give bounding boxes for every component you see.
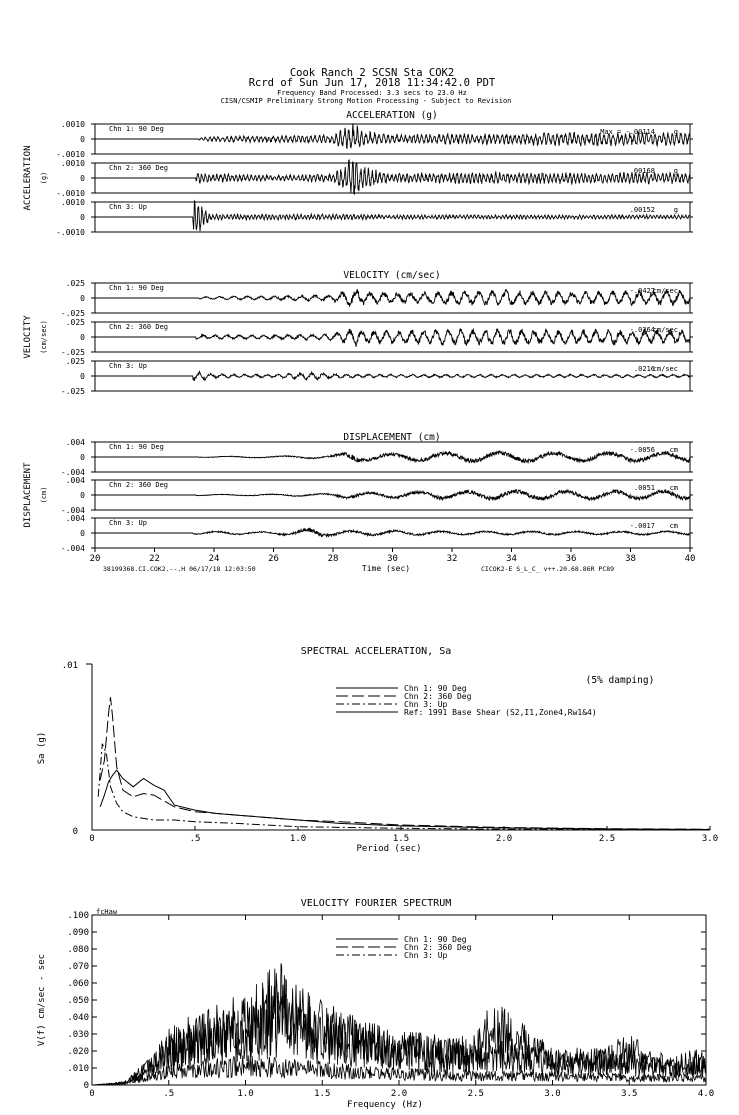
fs-y-tick-label: 0	[83, 1081, 89, 1091]
sa-x-tick-label: 0	[89, 834, 95, 844]
y-tick-label: .025	[65, 357, 85, 366]
channel-peak: .0051	[633, 484, 655, 492]
sa-x-tick-label: 1.0	[289, 834, 307, 844]
sa-curve-chn1	[100, 770, 710, 829]
channel-peak: -.0364	[629, 326, 655, 334]
y-tick-label: -.004	[60, 506, 85, 515]
channel-unit: cm/sec	[652, 287, 678, 295]
y-tick-label: .004	[65, 514, 85, 523]
x-tick-label: 32	[446, 554, 458, 564]
y-tick-label: 0	[80, 372, 85, 381]
channel-name: Chn 2: 360 Deg	[109, 481, 169, 489]
spectral-acceleration-chart	[37, 646, 718, 854]
fs-y-tick-label: .030	[67, 1030, 89, 1040]
y-tick-label: -.025	[60, 348, 85, 357]
channel-unit: cm	[669, 522, 678, 530]
fs-x-tick-label: 4.0	[697, 1089, 715, 1099]
x-tick-label: 40	[684, 554, 696, 564]
channel-unit: g	[673, 206, 678, 214]
velocity-fourier-spectrum-chart	[37, 898, 714, 1110]
fs-legend-label-3: Chn 3: Up	[404, 951, 448, 960]
y-tick-label: .0010	[60, 120, 85, 129]
channel-peak: -.0017	[629, 522, 655, 530]
channel-peak: .00168	[629, 167, 655, 175]
channel-name: Chn 2: 360 Deg	[109, 323, 169, 331]
vel-channel-1	[61, 279, 693, 318]
trace-dis-chn3	[95, 528, 690, 537]
channel-unit: g	[673, 128, 678, 136]
fs-y-tick-label: .010	[67, 1064, 89, 1074]
vel-panel-group	[23, 270, 693, 396]
vel-channel-2	[61, 318, 693, 357]
channel-name: Chn 1: 90 Deg	[109, 443, 164, 451]
fs-legend-label-2: Chn 2: 360 Deg	[404, 943, 472, 952]
dis-panel-group	[23, 432, 693, 553]
y-tick-label: -.004	[60, 468, 85, 477]
vel-title: VELOCITY (cm/sec)	[343, 270, 441, 281]
fs-legend-label-1: Chn 1: 90 Deg	[404, 935, 467, 944]
sa-y-label: Sa (g)	[37, 731, 47, 765]
y-tick-label: -.0010	[56, 228, 85, 237]
y-tick-label: -.0010	[56, 189, 85, 198]
sa-curve-chn3	[98, 744, 710, 830]
header-processing: CISN/CSMIP Preliminary Strong Motion Processing - Subject to Revision	[220, 97, 512, 105]
y-tick-label: -.0010	[56, 150, 85, 159]
fs-title: VELOCITY FOURIER SPECTRUM	[300, 898, 452, 909]
channel-name: Chn 3: Up	[109, 203, 147, 211]
sa-legend-label-1: Chn 1: 90 Deg	[404, 684, 467, 693]
channel-peak: Max = -.00114	[600, 128, 655, 136]
fs-y-tick-label: .020	[67, 1047, 89, 1057]
fs-x-tick-label: .5	[163, 1089, 175, 1099]
y-tick-label: .0010	[60, 159, 85, 168]
y-tick-label: -.004	[60, 544, 85, 553]
dis-channel-1	[61, 438, 693, 477]
x-tick-label: 28	[327, 554, 339, 564]
dis-unit-label: (cm)	[40, 486, 48, 504]
y-tick-label: 0	[80, 333, 85, 342]
vel-unit-label: (cm/sec)	[40, 320, 48, 354]
trace-vel-chn3	[95, 372, 690, 381]
sa-x-tick-label: 3.0	[701, 834, 719, 844]
channel-unit: cm/sec	[652, 326, 678, 334]
fs-y-tick-label: .040	[67, 1013, 89, 1023]
dis-side-label: DISPLACEMENT	[23, 462, 33, 528]
channel-peak: .00152	[629, 206, 655, 214]
channel-unit: cm/sec	[652, 365, 678, 373]
sa-x-tick-label: 2.5	[598, 834, 616, 844]
x-tick-label: 30	[387, 554, 398, 564]
sa-x-tick-label: 1.5	[392, 834, 410, 844]
fs-corner-label: fcHaw	[96, 908, 118, 916]
sa-y-tick-label: .01	[61, 661, 78, 671]
fs-y-tick-label: .100	[67, 911, 89, 921]
y-tick-label: 0	[80, 529, 85, 538]
fs-y-tick-label: .090	[67, 928, 89, 938]
y-tick-label: .004	[65, 438, 85, 447]
sa-x-tick-label: .5	[189, 834, 201, 844]
sa-axes	[92, 664, 710, 830]
fs-x-label: Frequency (Hz)	[347, 1100, 423, 1110]
dis-channel-3	[61, 514, 693, 553]
x-tick-label: 34	[506, 554, 517, 564]
fs-x-tick-label: 0	[89, 1089, 95, 1099]
header-station: Cook Ranch 2 SCSN Sta COK2	[289, 67, 455, 79]
y-tick-label: .025	[65, 318, 85, 327]
fs-x-tick-label: 3.0	[544, 1089, 561, 1099]
time-history-panels	[23, 110, 695, 573]
x-tick-label: 24	[208, 554, 220, 564]
y-tick-label: .004	[65, 476, 85, 485]
x-tick-label: 38	[625, 554, 636, 564]
fs-x-tick-label: 1.5	[314, 1089, 331, 1099]
fs-x-tick-label: 1.0	[237, 1089, 254, 1099]
x-tick-label: 36	[565, 554, 577, 564]
acc-channel-3	[56, 198, 693, 237]
y-tick-label: -.025	[60, 309, 85, 318]
channel-unit: cm	[669, 484, 678, 492]
sa-legend-label-3: Chn 3: Up	[404, 700, 448, 709]
header-band: Frequency Band Processed: 3.3 secs to 23.0 Hz	[277, 89, 467, 97]
y-tick-label: 0	[80, 174, 85, 183]
acc-channel-1	[56, 120, 693, 159]
footer-processing-id: CICOK2-E S_L_C_ v++.20.68.86R PC89	[481, 565, 615, 573]
channel-unit: g	[673, 167, 678, 175]
fs-y-tick-label: .050	[67, 996, 89, 1006]
trace-vel-chn2	[95, 329, 690, 347]
y-tick-label: 0	[80, 491, 85, 500]
sa-y-tick-label: 0	[72, 827, 78, 837]
vel-channel-3	[61, 357, 693, 396]
channel-name: Chn 3: Up	[109, 519, 147, 527]
fs-y-tick-label: .070	[67, 962, 89, 972]
y-tick-label: .0010	[60, 198, 85, 207]
fs-x-tick-label: 2.5	[467, 1089, 484, 1099]
dis-channel-2	[61, 476, 693, 515]
y-tick-label: .025	[65, 279, 85, 288]
fs-y-tick-label: .080	[67, 945, 89, 955]
sa-legend-label-4: Ref: 1991 Base Shear (S2,I1,Zone4,Rw1&4)	[404, 708, 597, 717]
channel-peak: -.0056	[629, 446, 655, 454]
y-tick-label: -.025	[60, 387, 85, 396]
acc-unit-label: (g)	[40, 171, 48, 185]
footer-record-id: 38199368.CI.COK2.--.H 06/17/18 12:03:50	[103, 565, 256, 573]
channel-peak: .0216	[633, 365, 655, 373]
channel-name: Chn 3: Up	[109, 362, 147, 370]
channel-name: Chn 1: 90 Deg	[109, 284, 164, 292]
header-record: Rcrd of Sun Jun 17, 2018 11:34:42.0 PDT	[248, 77, 496, 89]
trace-vel-chn1	[95, 289, 690, 307]
fs-y-tick-label: .060	[67, 979, 89, 989]
sa-title: SPECTRAL ACCELERATION, Sa	[300, 646, 452, 657]
acc-panel-group	[23, 110, 693, 237]
fs-x-tick-label: 3.5	[621, 1089, 638, 1099]
sa-x-tick-label: 2.0	[495, 834, 513, 844]
y-tick-label: 0	[80, 213, 85, 222]
y-tick-label: 0	[80, 453, 85, 462]
trace-dis-chn1	[95, 451, 690, 463]
channel-name: Chn 1: 90 Deg	[109, 125, 164, 133]
acc-title: ACCELERATION (g)	[346, 110, 438, 121]
vel-side-label: VELOCITY	[23, 315, 33, 359]
fs-x-tick-label: 2.0	[390, 1089, 408, 1099]
report-header	[221, 67, 512, 105]
trace-dis-chn2	[95, 490, 690, 501]
channel-name: Chn 2: 360 Deg	[109, 164, 169, 172]
x-tick-label: 26	[268, 554, 279, 564]
channel-peak: -.0427	[629, 287, 655, 295]
sa-legend-label-2: Chn 2: 360 Deg	[404, 692, 472, 701]
acc-side-label: ACCELERATION	[23, 145, 33, 211]
sa-damping-note: (5% damping)	[585, 675, 655, 686]
dis-title: DISPLACEMENT (cm)	[343, 432, 441, 443]
trace-acc-chn2	[95, 160, 690, 194]
trace-acc-chn3	[95, 201, 690, 231]
time-axis-label: Time (sec)	[361, 564, 411, 573]
y-tick-label: 0	[80, 294, 85, 303]
fs-y-label: V(f) cm/sec - sec	[37, 953, 47, 1047]
acc-channel-2	[56, 159, 693, 198]
sa-x-label: Period (sec)	[356, 844, 422, 854]
channel-unit: cm	[669, 446, 678, 454]
time-axis	[90, 548, 696, 573]
x-tick-label: 20	[89, 554, 101, 564]
x-tick-label: 22	[149, 554, 160, 564]
y-tick-label: 0	[80, 135, 85, 144]
